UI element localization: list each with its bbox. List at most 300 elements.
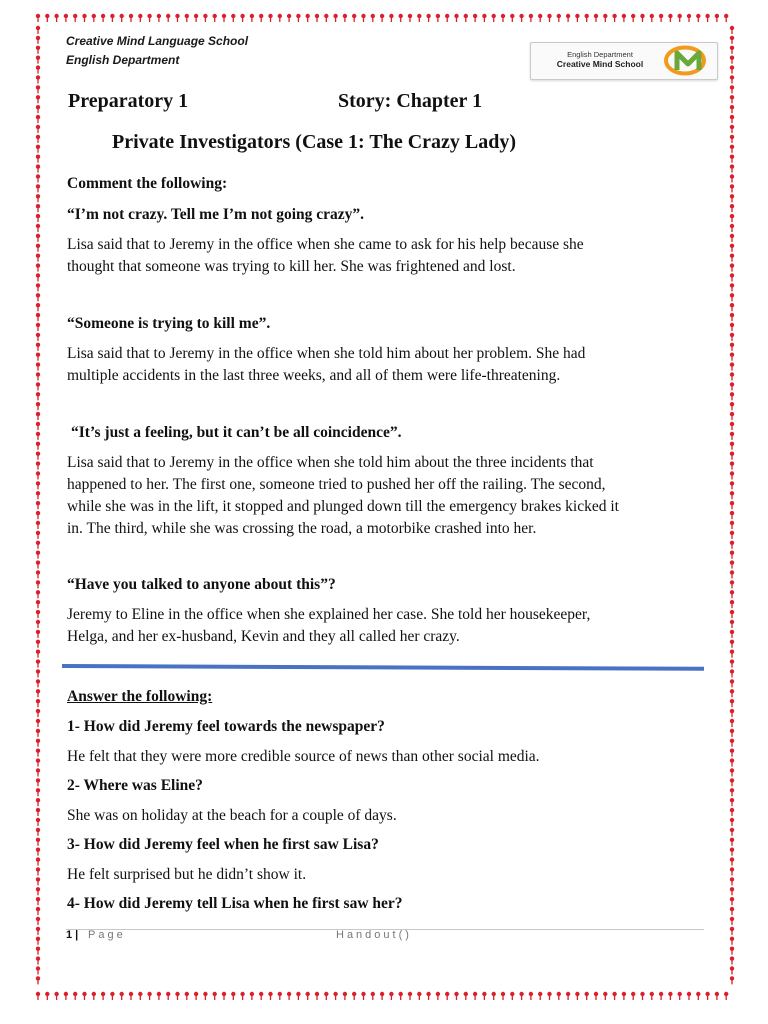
comment-answer-line: Lisa said that to Jeremy in the office when she told him about the three incidents that: [67, 454, 594, 471]
border-pin-icon: [640, 992, 644, 1000]
comment-answer-line: multiple accidents in the last three weeks, and all of them were life-threatening.: [67, 367, 561, 384]
border-pin-icon: [222, 14, 226, 22]
border-pin-icon: [557, 14, 561, 22]
border-pin-icon: [36, 481, 40, 489]
border-pin-icon: [408, 992, 412, 1000]
border-pin-icon: [36, 650, 40, 658]
border-pin-icon: [380, 14, 384, 22]
border-pin-icon: [36, 956, 40, 964]
border-pin-icon: [473, 992, 477, 1000]
border-pin-icon: [482, 992, 486, 1000]
border-pin-icon: [730, 313, 734, 321]
border-pin-icon: [36, 263, 40, 271]
border-pin-icon: [557, 992, 561, 1000]
border-pin-icon: [259, 992, 263, 1000]
department-name: English Department: [66, 53, 180, 67]
border-pin-icon: [36, 551, 40, 559]
border-pin-icon: [730, 917, 734, 925]
border-pin-icon: [371, 14, 375, 22]
border-pin-icon: [36, 798, 40, 806]
border-pin-icon: [399, 992, 403, 1000]
border-pin-icon: [36, 313, 40, 321]
border-pin-icon: [36, 828, 40, 836]
border-pin-icon: [138, 14, 142, 22]
border-pin-icon: [36, 382, 40, 390]
border-pin-icon: [36, 36, 40, 44]
border-pin-icon: [730, 848, 734, 856]
border-pin-icon: [730, 244, 734, 252]
comment-answer-line: Lisa said that to Jeremy in the office when she told him about her problem. She had: [67, 345, 586, 362]
border-pin-icon: [36, 511, 40, 519]
border-pin-icon: [36, 392, 40, 400]
border-pin-icon: [36, 214, 40, 222]
border-pin-icon: [730, 115, 734, 123]
border-pin-icon: [730, 65, 734, 73]
border-pin-icon: [730, 828, 734, 836]
border-pin-icon: [566, 992, 570, 1000]
border-pin-icon: [36, 273, 40, 281]
border-pin-icon: [529, 992, 533, 1000]
border-pin-icon: [296, 992, 300, 1000]
border-pin-icon: [730, 580, 734, 588]
border-pin-icon: [730, 432, 734, 440]
border-pin-icon: [730, 808, 734, 816]
border-pin-icon: [36, 531, 40, 539]
border-pin-icon: [120, 14, 124, 22]
border-pin-icon: [730, 709, 734, 717]
border-pin-icon: [92, 14, 96, 22]
answer-heading: Answer the following:: [67, 688, 213, 705]
border-pin-icon: [36, 966, 40, 974]
border-pin-icon: [730, 818, 734, 826]
border-pin-icon: [538, 992, 542, 1000]
border-pin-icon: [687, 14, 691, 22]
border-pin-icon: [730, 758, 734, 766]
school-name: Creative Mind Language School: [66, 34, 249, 48]
comment-quote: “It’s just a feeling, but it can’t be all coincidence”.: [71, 424, 402, 441]
border-pin-icon: [464, 992, 468, 1000]
border-pin-icon: [730, 402, 734, 410]
border-pin-icon: [36, 877, 40, 885]
border-pin-icon: [36, 204, 40, 212]
border-pin-icon: [687, 992, 691, 1000]
border-pin-icon: [64, 14, 68, 22]
school-logo: [530, 42, 718, 80]
border-pin-icon: [730, 966, 734, 974]
border-pin-icon: [389, 14, 393, 22]
border-pin-icon: [36, 234, 40, 242]
border-pin-icon: [343, 14, 347, 22]
comment-answer-line: in. The third, while she was crossing the road, a motorbike crashed into her.: [67, 520, 537, 537]
border-pin-icon: [730, 749, 734, 757]
border-pin-icon: [730, 719, 734, 727]
border-pin-icon: [166, 992, 170, 1000]
border-pin-icon: [36, 867, 40, 875]
border-pin-icon: [640, 14, 644, 22]
border-pin-icon: [730, 442, 734, 450]
border-pin-icon: [730, 164, 734, 172]
border-pin-icon: [705, 992, 709, 1000]
border-pin-icon: [730, 907, 734, 915]
border-pin-icon: [501, 992, 505, 1000]
border-pin-icon: [147, 14, 151, 22]
border-pin-icon: [594, 14, 598, 22]
border-pin-icon: [36, 283, 40, 291]
border-pin-icon: [64, 992, 68, 1000]
border-pin-icon: [185, 14, 189, 22]
border-pin-icon: [678, 992, 682, 1000]
border-pin-icon: [36, 65, 40, 73]
border-pin-icon: [110, 992, 114, 1000]
border-pin-icon: [306, 992, 310, 1000]
comment-quote: “Have you talked to anyone about this”?: [67, 576, 336, 593]
border-pin-icon: [696, 14, 700, 22]
border-pin-icon: [157, 992, 161, 1000]
border-pin-icon: [650, 992, 654, 1000]
border-pin-icon: [730, 541, 734, 549]
border-pin-icon: [259, 14, 263, 22]
border-pin-icon: [36, 907, 40, 915]
comment-quote: “Someone is trying to kill me”.: [67, 315, 271, 332]
border-pin-icon: [730, 570, 734, 578]
border-pin-icon: [730, 353, 734, 361]
border-pin-icon: [730, 976, 734, 984]
border-pin-icon: [36, 343, 40, 351]
border-pin-icon: [36, 174, 40, 182]
grade-title: Preparatory 1: [68, 90, 189, 112]
border-pin-icon: [730, 95, 734, 103]
border-pin-icon: [730, 224, 734, 232]
border-pin-icon: [730, 145, 734, 153]
border-pin-icon: [36, 976, 40, 984]
border-pin-icon: [36, 560, 40, 568]
border-pin-icon: [36, 491, 40, 499]
handout-label: Handout(): [336, 929, 412, 941]
comment-heading: Comment the following:: [67, 175, 228, 192]
comment-answer-line: while she was in the lift, it stopped and plunged down till the emergency brakes kicked it: [67, 498, 619, 515]
border-pin-icon: [36, 917, 40, 925]
border-pin-icon: [36, 442, 40, 450]
border-pin-icon: [240, 992, 244, 1000]
border-pin-icon: [36, 155, 40, 163]
border-pin-icon: [36, 254, 40, 262]
border-pin-icon: [82, 992, 86, 1000]
border-pin-icon: [203, 992, 207, 1000]
border-pin-icon: [36, 85, 40, 93]
border-pin-icon: [464, 14, 468, 22]
logo-text: [541, 50, 659, 69]
border-pin-icon: [454, 992, 458, 1000]
border-pin-icon: [36, 353, 40, 361]
border-pin-icon: [730, 669, 734, 677]
border-pin-icon: [36, 164, 40, 172]
border-pin-icon: [185, 992, 189, 1000]
border-pin-icon: [594, 992, 598, 1000]
border-pin-icon: [129, 14, 133, 22]
border-pin-icon: [705, 14, 709, 22]
border-pin-icon: [101, 14, 105, 22]
border-pin-icon: [36, 729, 40, 737]
border-pin-icon: [730, 947, 734, 955]
border-pin-icon: [36, 580, 40, 588]
border-pin-icon: [730, 679, 734, 687]
border-pin-icon: [101, 992, 105, 1000]
border-pin-icon: [585, 992, 589, 1000]
question-text: 4- How did Jeremy tell Lisa when he first saw her?: [67, 895, 403, 912]
question-text: 2- Where was Eline?: [67, 777, 203, 794]
border-pin-icon: [519, 14, 523, 22]
border-pin-icon: [417, 14, 421, 22]
border-pin-icon: [730, 85, 734, 93]
border-pin-icon: [730, 501, 734, 509]
border-pin-icon: [668, 14, 672, 22]
border-pin-icon: [306, 14, 310, 22]
border-pin-icon: [631, 992, 635, 1000]
border-pin-icon: [730, 333, 734, 341]
border-pin-icon: [730, 650, 734, 658]
border-pin-icon: [730, 254, 734, 262]
border-pin-icon: [730, 392, 734, 400]
border-pin-icon: [730, 283, 734, 291]
border-pin-icon: [730, 560, 734, 568]
comment-answer-line: Jeremy to Eline in the office when she explained her case. She told her housekeeper,: [67, 606, 591, 623]
border-pin-icon: [82, 14, 86, 22]
border-pin-icon: [157, 14, 161, 22]
border-pin-icon: [445, 992, 449, 1000]
border-pin-icon: [36, 293, 40, 301]
border-pin-icon: [36, 887, 40, 895]
border-pin-icon: [529, 14, 533, 22]
border-pin-icon: [730, 293, 734, 301]
border-pin-icon: [268, 14, 272, 22]
border-pin-icon: [730, 174, 734, 182]
border-pin-icon: [36, 56, 40, 64]
border-pin-icon: [730, 471, 734, 479]
border-pin-icon: [730, 105, 734, 113]
border-pin-icon: [36, 808, 40, 816]
border-pin-icon: [343, 992, 347, 1000]
border-pin-icon: [436, 992, 440, 1000]
border-pin-icon: [730, 739, 734, 747]
border-pin-icon: [36, 333, 40, 341]
border-pin-icon: [730, 630, 734, 638]
border-pin-icon: [566, 14, 570, 22]
border-pin-icon: [36, 570, 40, 578]
border-pin-icon: [361, 14, 365, 22]
border-pin-icon: [287, 992, 291, 1000]
border-pin-icon: [371, 992, 375, 1000]
border-pin-icon: [730, 857, 734, 865]
border-pin-icon: [730, 798, 734, 806]
border-pin-icon: [268, 992, 272, 1000]
border-pin-icon: [730, 343, 734, 351]
border-pin-icon: [730, 551, 734, 559]
border-pin-icon: [730, 362, 734, 370]
border-pin-icon: [730, 422, 734, 430]
border-pin-icon: [36, 749, 40, 757]
border-pin-icon: [36, 778, 40, 786]
border-pin-icon: [730, 838, 734, 846]
border-pin-icon: [730, 897, 734, 905]
border-pin-icon: [730, 135, 734, 143]
border-pin-icon: [730, 699, 734, 707]
border-pin-icon: [36, 432, 40, 440]
border-pin-icon: [538, 14, 542, 22]
border-pin-icon: [231, 992, 235, 1000]
border-pin-icon: [730, 729, 734, 737]
border-pin-icon: [417, 992, 421, 1000]
border-pin-icon: [36, 26, 40, 34]
border-pin-icon: [510, 992, 514, 1000]
border-pin-icon: [730, 273, 734, 281]
border-pin-icon: [36, 709, 40, 717]
border-pin-icon: [730, 689, 734, 697]
border-pin-icon: [36, 184, 40, 192]
border-pin-icon: [408, 14, 412, 22]
border-pin-icon: [730, 75, 734, 83]
border-pin-icon: [36, 105, 40, 113]
border-pin-icon: [730, 125, 734, 133]
border-pin-icon: [231, 14, 235, 22]
border-pin-icon: [213, 14, 217, 22]
border-pin-icon: [36, 679, 40, 687]
border-pin-icon: [36, 937, 40, 945]
logo-line-school: Creative Mind School: [556, 59, 644, 69]
border-pin-icon: [575, 992, 579, 1000]
border-pin-icon: [730, 263, 734, 271]
border-pin-icon: [730, 511, 734, 519]
border-pin-icon: [696, 992, 700, 1000]
comment-answer-line: Lisa said that to Jeremy in the office when she came to ask for his help because she: [67, 236, 584, 253]
border-pin-icon: [730, 481, 734, 489]
answer-text: She was on holiday at the beach for a couple of days.: [67, 807, 397, 824]
border-pin-icon: [333, 14, 337, 22]
section-divider: [62, 664, 704, 671]
border-pin-icon: [138, 992, 142, 1000]
border-pin-icon: [36, 788, 40, 796]
border-pin-icon: [36, 46, 40, 54]
border-pin-icon: [45, 14, 49, 22]
border-pin-icon: [399, 14, 403, 22]
border-pin-icon: [380, 992, 384, 1000]
border-pin-icon: [730, 927, 734, 935]
border-pin-icon: [36, 125, 40, 133]
border-pin-icon: [36, 402, 40, 410]
border-pin-icon: [36, 992, 40, 1000]
border-pin-icon: [730, 46, 734, 54]
border-pin-icon: [110, 14, 114, 22]
border-pin-icon: [36, 659, 40, 667]
border-pin-icon: [730, 877, 734, 885]
border-pin-icon: [36, 610, 40, 618]
border-pin-icon: [730, 36, 734, 44]
border-pin-icon: [36, 818, 40, 826]
border-pin-icon: [250, 14, 254, 22]
answer-section: [67, 686, 707, 915]
border-pin-icon: [352, 992, 356, 1000]
border-pin-icon: [36, 669, 40, 677]
border-pin-icon: [36, 501, 40, 509]
border-pin-icon: [547, 14, 551, 22]
border-pin-icon: [730, 620, 734, 628]
chapter-title: Story: Chapter 1: [338, 90, 483, 112]
border-pin-icon: [36, 323, 40, 331]
border-pin-icon: [730, 610, 734, 618]
border-pin-icon: [730, 531, 734, 539]
border-pin-icon: [730, 26, 734, 34]
border-pin-icon: [612, 14, 616, 22]
page-footer: [66, 926, 706, 946]
border-pin-icon: [547, 992, 551, 1000]
border-pin-icon: [730, 590, 734, 598]
border-pin-icon: [36, 768, 40, 776]
border-pin-icon: [668, 992, 672, 1000]
border-pin-icon: [730, 937, 734, 945]
comment-answer-line: thought that someone was trying to kill her. She was frightened and lost.: [67, 258, 516, 275]
border-pin-icon: [730, 491, 734, 499]
border-pin-icon: [730, 184, 734, 192]
border-pin-icon: [36, 590, 40, 598]
border-pin-icon: [678, 14, 682, 22]
border-pin-icon: [36, 927, 40, 935]
border-pin-icon: [454, 14, 458, 22]
border-pin-icon: [730, 412, 734, 420]
border-pin-icon: [473, 14, 477, 22]
border-pin-icon: [730, 323, 734, 331]
border-pin-icon: [166, 14, 170, 22]
border-pin-icon: [730, 867, 734, 875]
border-pin-icon: [203, 14, 207, 22]
border-pin-icon: [240, 14, 244, 22]
border-pin-icon: [73, 992, 77, 1000]
border-pin-icon: [194, 14, 198, 22]
border-pin-icon: [315, 14, 319, 22]
border-pin-icon: [120, 992, 124, 1000]
school-header: [66, 32, 248, 70]
question-text: 3- How did Jeremy feel when he first saw Lisa?: [67, 836, 379, 853]
border-pin-icon: [575, 14, 579, 22]
border-pin-icon: [730, 778, 734, 786]
border-pin-icon: [730, 768, 734, 776]
border-pin-icon: [36, 521, 40, 529]
border-pin-icon: [36, 758, 40, 766]
border-pin-icon: [585, 14, 589, 22]
story-title: Private Investigators (Case 1: The Crazy Lady): [112, 131, 517, 153]
border-pin-icon: [36, 224, 40, 232]
border-pin-icon: [147, 992, 151, 1000]
border-pin-icon: [631, 14, 635, 22]
border-pin-icon: [36, 75, 40, 83]
border-pin-icon: [36, 244, 40, 252]
border-pin-icon: [36, 362, 40, 370]
border-pin-icon: [715, 992, 719, 1000]
border-pin-icon: [296, 14, 300, 22]
border-pin-icon: [324, 992, 328, 1000]
answer-text: He felt that they were more credible source of news than other social media.: [67, 748, 540, 765]
border-pin-icon: [730, 600, 734, 608]
border-pin-icon: [36, 303, 40, 311]
border-pin-icon: [730, 56, 734, 64]
border-pin-icon: [36, 699, 40, 707]
border-pin-icon: [36, 620, 40, 628]
border-pin-icon: [36, 412, 40, 420]
border-pin-icon: [36, 719, 40, 727]
border-pin-icon: [36, 947, 40, 955]
border-pin-icon: [278, 992, 282, 1000]
border-pin-icon: [36, 194, 40, 202]
answer-text: He felt surprised but he didn’t show it.: [67, 866, 307, 883]
border-pin-icon: [659, 14, 663, 22]
